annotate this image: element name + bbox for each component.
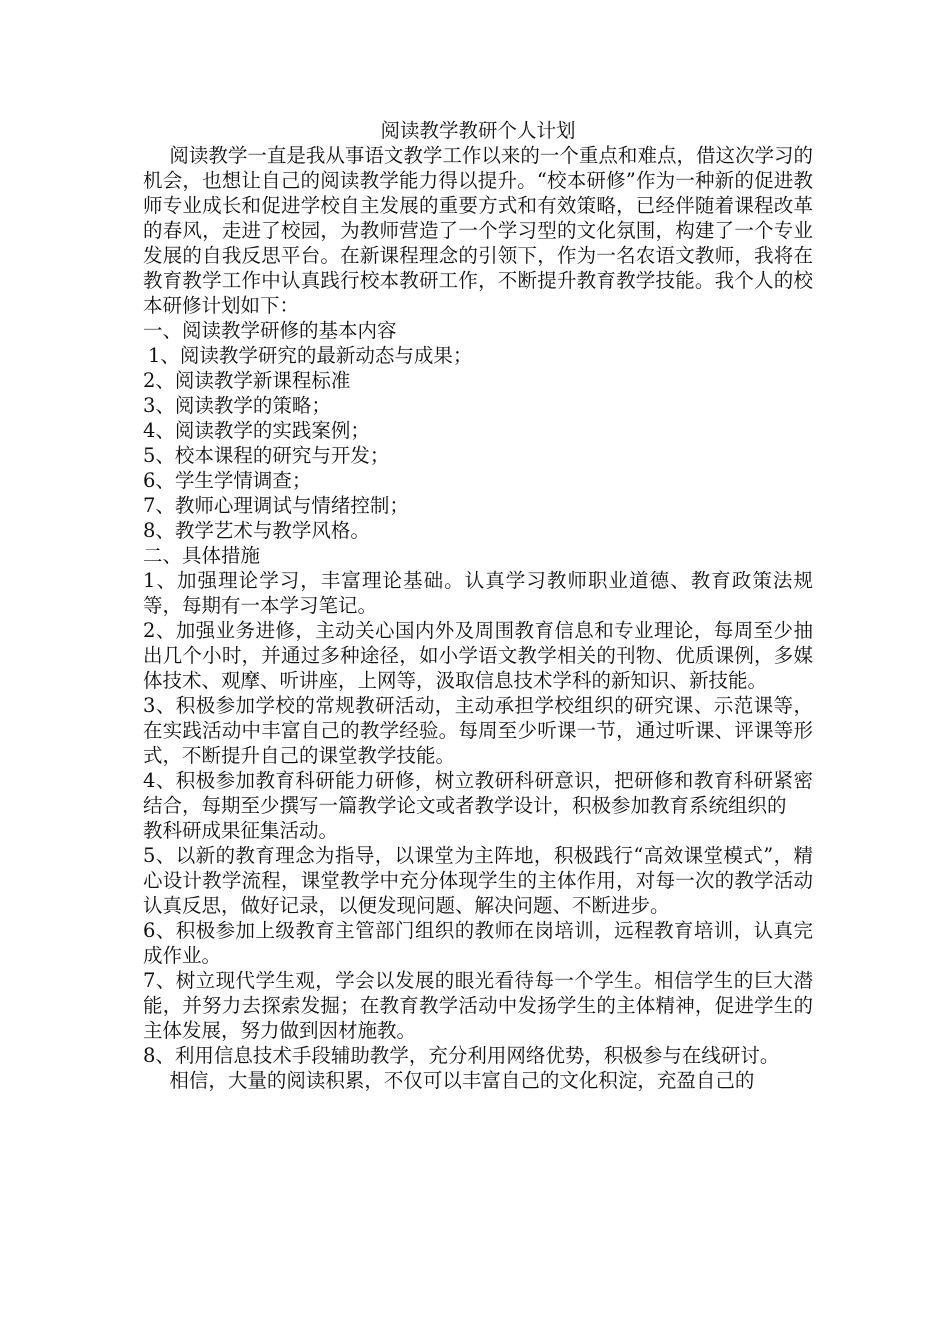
measure-4-continuation: 教科研成果征集活动。 (143, 819, 339, 842)
content-item-3: 3、阅读教学的策略； (143, 394, 331, 417)
measure-5: 5、以新的教育理念为指导，以课堂为主阵地，积极践行“高效课堂模式”，精心设计教学流程，课堂教学中充分体现学生的主体作用，对每一次的教学活动认真反思，做好记录，以便发现问题、解决问题、不断进步。 (143, 844, 813, 917)
document-page (143, 118, 813, 1093)
content-item-7: 7、教师心理调试与情绪控制； (143, 494, 409, 517)
content-item-5: 5、校本课程的研究与开发； (143, 444, 390, 467)
measure-2: 2、加强业务进修，主动关心国内外及周围教育信息和专业理论，每周至少抽出几个小时，并通过多种途径，如小学语文教学相关的刊物、优质课例，多媒体技术、观摩、听讲座，上网等，汲取信息技术学科的新知识、新技能。 (143, 619, 813, 692)
content-item-4: 4、阅读教学的实践案例； (143, 419, 370, 442)
section-heading-measures: 二、具体措施 (143, 544, 261, 567)
measure-7: 7、树立现代学生观，学会以发展的眼光看待每一个学生。相信学生的巨大潜能，并努力去探索发掘；在教育教学活动中发扬学生的主体精神，促进学生的主体发展，努力做到因材施教。 (143, 969, 813, 1042)
measure-4: 4、积极参加教育科研能力研修，树立教研科研意识，把研修和教育科研紧密结合，每期至少撰写一篇教学论文或者教学设计，积极参加教育系统组织的 (143, 769, 813, 817)
measure-1: 1、加强理论学习，丰富理论基础。认真学习教师职业道德、教育政策法规等，每期有一本学习笔记。 (143, 569, 813, 617)
closing-paragraph: 相信，大量的阅读积累，不仅可以丰富自己的文化积淀，充盈自己的 (169, 1069, 755, 1092)
content-item-2: 2、阅读教学新课程标准 (143, 369, 351, 392)
measure-3: 3、积极参加学校的常规教研活动，主动承担学校组织的研究课、示范课等，在实践活动中丰富自己的教学经验。每周至少听课一节，通过听课、评课等形式，不断提升自己的课堂教学技能。 (143, 694, 813, 767)
content-item-6: 6、学生学情调查； (143, 469, 312, 492)
document-title: 阅读教学教研个人计划 (380, 119, 576, 142)
measure-6: 6、积极参加上级教育主管部门组织的教师在岗培训，远程教育培训，认真完成作业。 (143, 919, 813, 967)
measure-8: 8、利用信息技术手段辅助教学，充分利用网络优势，积极参与在线研讨。 (143, 1044, 780, 1067)
section-heading-content: 一、阅读教学研修的基本内容 (143, 319, 397, 342)
content-item-1: 1、阅读教学研究的最新动态与成果； (148, 344, 473, 367)
content-item-8: 8、教学艺术与教学风格。 (143, 519, 370, 542)
intro-paragraph: 阅读教学一直是我从事语文教学工作以来的一个重点和难点，借这次学习的机会，也想让自己的阅读教学能力得以提升。“校本研修”作为一种新的促进教师专业成长和促进学校自主发展的重要方式和有效策略，已经伴随着课程改革的春风，走进了校园，为教师营造了一个学习型的文化氛围，构建了一个专业发展的自我反思平台。在新课程理念的引领下，作为一名农语文教师，我将在教育教学工作中认真践行校本教研工作，不断提升教育教学技能。我个人的校本研修计划如下： (143, 144, 813, 317)
